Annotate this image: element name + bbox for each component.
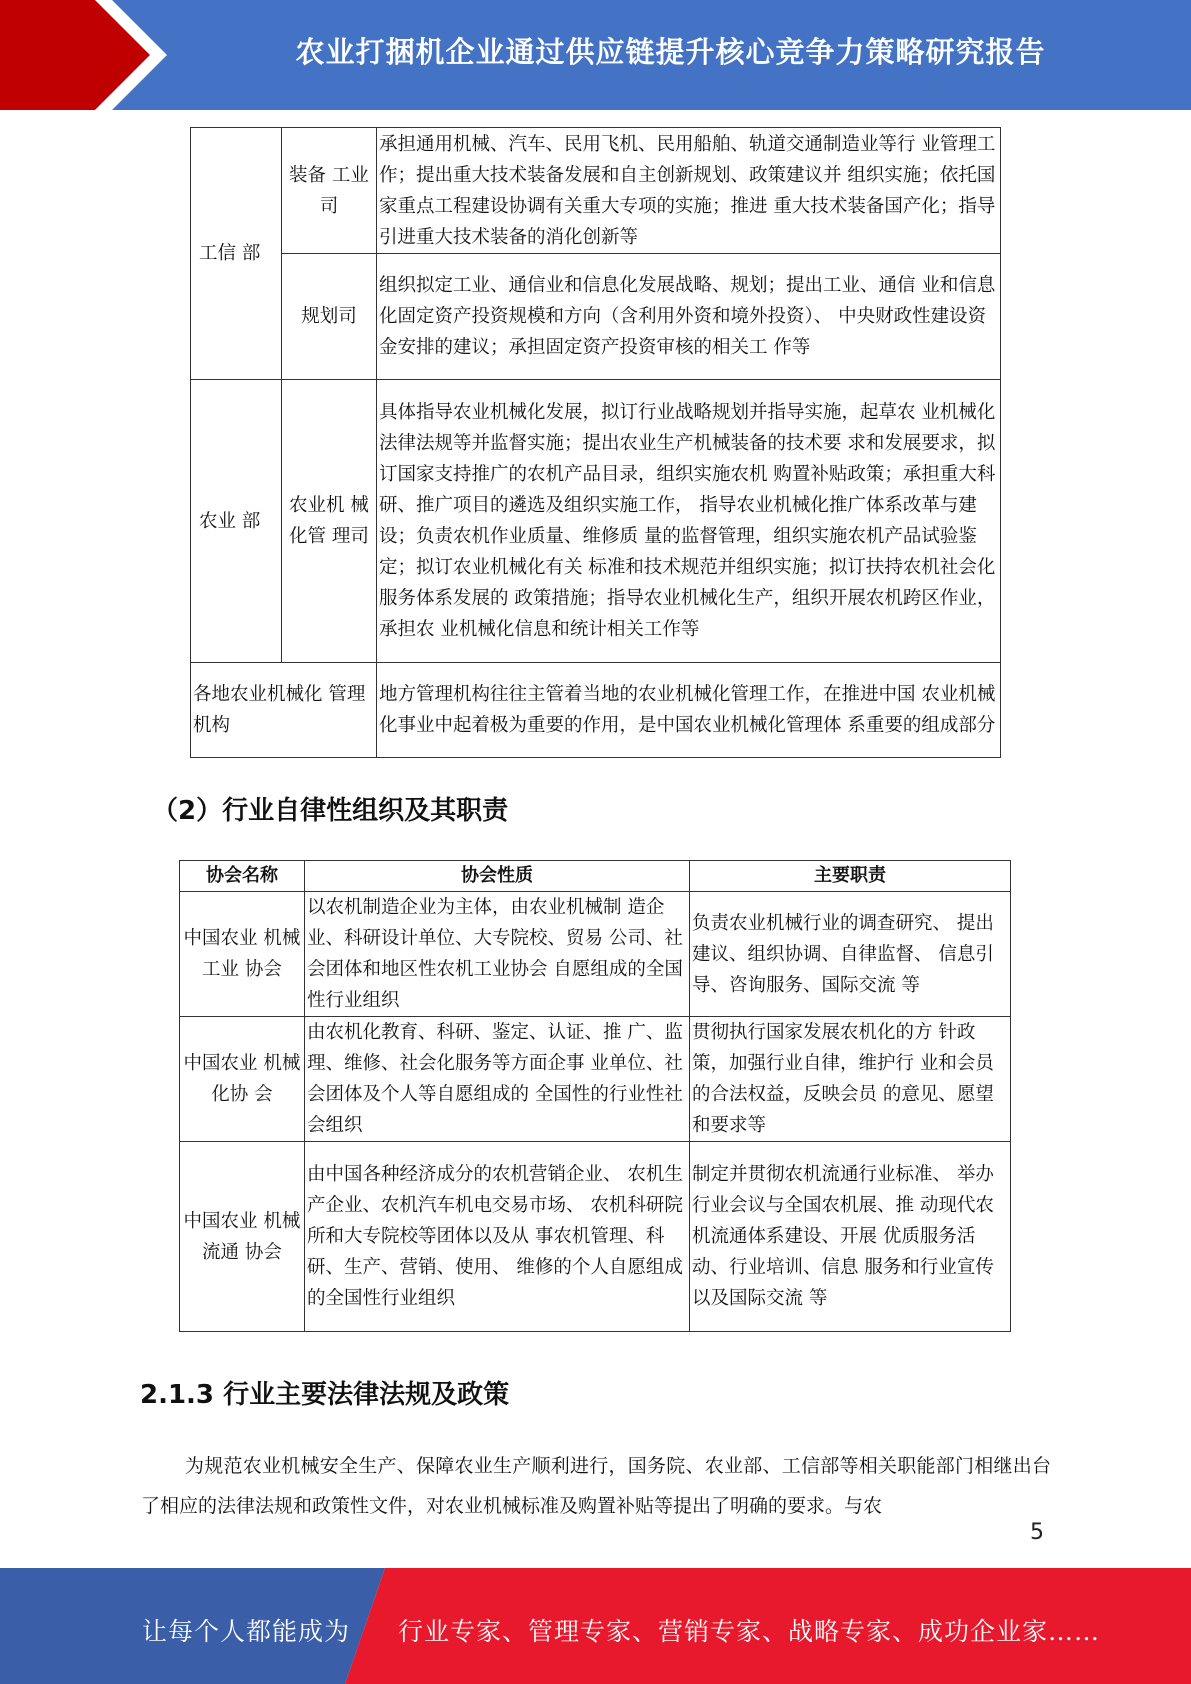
dept-cell: 工信 部 xyxy=(191,128,282,380)
duty-cell: 承担通用机械、汽车、民用飞机、民用船舶、轨道交通制造业等行 业管理工作；提出重大技术装备发展和自主创新规划、政策建议并 组织实施；依托国家重点工程建设协调有关重大专项的实施；推进 重大技术装备国产化；指导引进重大技术装备的消化创新等 xyxy=(377,128,1001,254)
government-departments-table xyxy=(190,127,1001,758)
association-duty: 制定并贯彻农机流通行业标准、 举办行业会议与全国农机展、推 动现代农机流通体系建设、开展 优质服务活动、行业培训、信息 服务和行业宣传以及国际交流 等 xyxy=(690,1142,1011,1332)
table-row xyxy=(191,254,1001,380)
body-paragraph: 为规范农业机械安全生产、保障农业生产顺利进行，国务院、农业部、工信部等相关职能部门相继出台了相应的法律法规和政策性文件，对农业机械标准及购置补贴等提出了明确的要求。与农 xyxy=(141,1455,1051,1517)
association-duty: 贯彻执行国家发展农机化的方 针政策，加强行业自律，维护行 业和会员的合法权益，反映会员 的意见、愿望和要求等 xyxy=(690,1017,1011,1142)
sub-dept-cell: 农业机 械化管 理司 xyxy=(282,380,377,663)
sub-dept-cell: 规划司 xyxy=(282,254,377,380)
column-header: 协会性质 xyxy=(305,861,690,892)
table-header-row xyxy=(180,861,1011,892)
table-row xyxy=(191,663,1001,758)
report-title: 农业打捆机企业通过供应链提升核心竞争力策略研究报告 xyxy=(295,35,1046,69)
associations-table xyxy=(179,860,1011,1332)
table-row xyxy=(180,1017,1011,1142)
association-name: 中国农业 机械化协 会 xyxy=(180,1017,305,1142)
association-nature: 由中国各种经济成分的农机营销企业、 农机生产企业、农机汽车机电交易市场、 农机科研院所和大专院校等团体以及从 事农机管理、科研、生产、营销、使用、 维修的个人自愿组成的全国性行业组织 xyxy=(305,1142,690,1332)
dept-cell: 各地农业机械化 管理机构 xyxy=(191,663,377,758)
duty-cell: 具体指导农业机械化发展，拟订行业战略规划并指导实施，起草农 业机械化法律法规等并监督实施；提出农业生产机械装备的技术要 求和发展要求，拟订国家支持推广的农机产品目录，组织实施农机 购置补贴政策；承担重大科研、推广项目的遴选及组织实施工作， 指导农业机械化推广体系改革与建设；负责农机作业质量、维修质 量的监督管理，组织实施农机产品试验鉴定；拟订农业机械化有关 标准和技术规范并组织实施；拟订扶持农机社会化服务体系发展的 政策措施；指导农业机械化生产，组织开展农机跨区作业，承担农 业机械化信息和统计相关工作等 xyxy=(377,380,1001,663)
section-heading: 2.1.3 行业主要法律法规及政策 xyxy=(140,1380,510,1410)
footer-slogan-left: 让每个人都能成为 xyxy=(142,1617,351,1646)
column-header: 协会名称 xyxy=(180,861,305,892)
table-row xyxy=(180,1142,1011,1332)
association-name: 中国农业 机械工业 协会 xyxy=(180,892,305,1017)
section-heading: （2）行业自律性组织及其职责 xyxy=(152,796,509,826)
page-footer xyxy=(0,1568,1191,1684)
duty-cell: 地方管理机构往往主管着当地的农业机械化管理工作，在推进中国 农业机械化事业中起着极为重要的作用，是中国农业机械化管理体 系重要的组成部分 xyxy=(377,663,1001,758)
association-nature: 以农机制造企业为主体，由农业机械制 造企业、科研设计单位、大专院校、贸易 公司、社会团体和地区性农机工业协会 自愿组成的全国性行业组织 xyxy=(305,892,690,1017)
column-header: 主要职责 xyxy=(690,861,1011,892)
page-header xyxy=(0,0,1191,110)
duty-cell: 组织拟定工业、通信业和信息化发展战略、规划；提出工业、通信 业和信息化固定资产投资规模和方向（含利用外资和境外投资）、 中央财政性建设资金安排的建议；承担固定资产投资审核的相关工 作等 xyxy=(377,254,1001,380)
table-row xyxy=(191,380,1001,663)
association-nature: 由农机化教育、科研、鉴定、认证、推 广、监理、维修、社会化服务等方面企事 业单位、社会团体及个人等自愿组成的 全国性的行业性社会组织 xyxy=(305,1017,690,1142)
table-row xyxy=(180,892,1011,1017)
association-name: 中国农业 机械流通 协会 xyxy=(180,1142,305,1332)
dept-cell: 农业 部 xyxy=(191,380,282,663)
sub-dept-cell: 装备 工业司 xyxy=(282,128,377,254)
association-duty: 负责农业机械行业的调查研究、 提出建议、组织协调、自律监督、 信息引导、咨询服务、国际交流 等 xyxy=(690,892,1011,1017)
footer-slogan-right: 行业专家、管理专家、营销专家、战略专家、成功企业家…… xyxy=(398,1617,1101,1646)
table-row xyxy=(191,128,1001,254)
page-number: 5 xyxy=(1030,1520,1044,1545)
